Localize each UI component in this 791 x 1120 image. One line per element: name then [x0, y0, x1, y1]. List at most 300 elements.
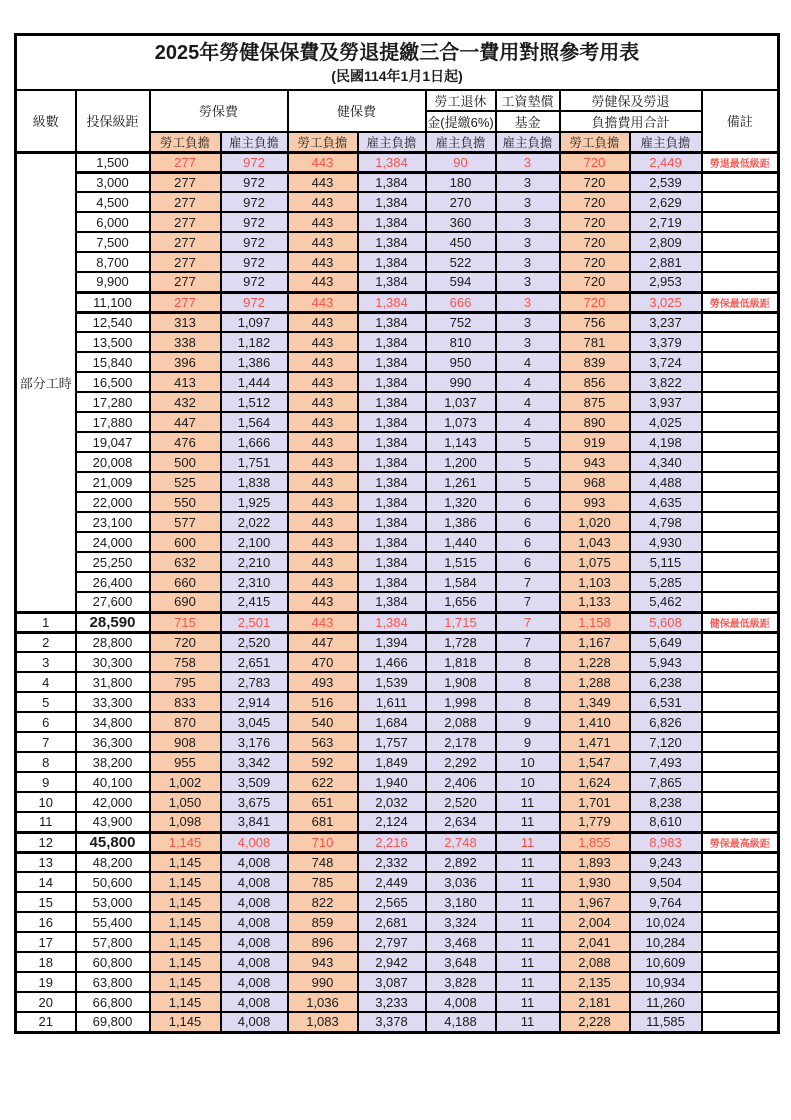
- value-cell: 4,008: [221, 892, 288, 912]
- table-row: [16, 712, 779, 732]
- value-cell: 5,115: [630, 552, 702, 572]
- note-cell: [702, 732, 779, 752]
- value-cell: 313: [150, 312, 221, 332]
- value-cell: 1,384: [358, 552, 426, 572]
- bracket-cell: 34,800: [76, 712, 150, 732]
- value-cell: 1,384: [358, 572, 426, 592]
- value-cell: 6: [496, 512, 560, 532]
- note-cell: [702, 332, 779, 352]
- value-cell: 3,379: [630, 332, 702, 352]
- note-cell: [702, 792, 779, 812]
- value-cell: 1,656: [426, 592, 496, 612]
- value-cell: 8: [496, 652, 560, 672]
- value-cell: 1,384: [358, 512, 426, 532]
- value-cell: 2,651: [221, 652, 288, 672]
- bracket-cell: 69,800: [76, 1012, 150, 1032]
- value-cell: 443: [288, 512, 358, 532]
- note-cell: [702, 452, 779, 472]
- value-cell: 1,818: [426, 652, 496, 672]
- bracket-cell: 8,700: [76, 252, 150, 272]
- col-header-total-line1: 勞健保及勞退: [560, 90, 702, 111]
- note-cell: [702, 812, 779, 832]
- value-cell: 500: [150, 452, 221, 472]
- value-cell: 277: [150, 192, 221, 212]
- note-cell: [702, 472, 779, 492]
- value-cell: 3,036: [426, 872, 496, 892]
- value-cell: 443: [288, 252, 358, 272]
- note-cell: 勞退最低級距: [702, 152, 779, 172]
- bracket-cell: 23,100: [76, 512, 150, 532]
- note-cell: [702, 952, 779, 972]
- value-cell: 443: [288, 492, 358, 512]
- value-cell: 6: [496, 492, 560, 512]
- note-cell: [702, 772, 779, 792]
- value-cell: 5: [496, 432, 560, 452]
- fee-table: [14, 33, 780, 1034]
- note-cell: [702, 912, 779, 932]
- value-cell: 470: [288, 652, 358, 672]
- col-header-level: 級數: [16, 90, 76, 153]
- value-cell: 522: [426, 252, 496, 272]
- value-cell: 1,564: [221, 412, 288, 432]
- value-cell: 4,008: [221, 872, 288, 892]
- value-cell: 1,145: [150, 892, 221, 912]
- value-cell: 856: [560, 372, 630, 392]
- bracket-cell: 38,200: [76, 752, 150, 772]
- bracket-cell: 24,000: [76, 532, 150, 552]
- value-cell: 1,384: [358, 372, 426, 392]
- value-cell: 4,340: [630, 452, 702, 472]
- value-cell: 3,822: [630, 372, 702, 392]
- value-cell: 7,120: [630, 732, 702, 752]
- value-cell: 2,953: [630, 272, 702, 292]
- value-cell: 1,261: [426, 472, 496, 492]
- value-cell: 3: [496, 252, 560, 272]
- value-cell: 493: [288, 672, 358, 692]
- value-cell: 1,666: [221, 432, 288, 452]
- note-cell: [702, 692, 779, 712]
- value-cell: 2,124: [358, 812, 426, 832]
- table-row: [16, 392, 779, 412]
- value-cell: 516: [288, 692, 358, 712]
- value-cell: 9: [496, 712, 560, 732]
- value-cell: 972: [221, 172, 288, 192]
- note-cell: [702, 592, 779, 612]
- value-cell: 781: [560, 332, 630, 352]
- value-cell: 277: [150, 292, 221, 312]
- value-cell: 2,181: [560, 992, 630, 1012]
- bracket-cell: 43,900: [76, 812, 150, 832]
- table-row: [16, 352, 779, 372]
- level-cell: 5: [16, 692, 76, 712]
- table-row: [16, 252, 779, 272]
- value-cell: 710: [288, 832, 358, 852]
- table-row: [16, 332, 779, 352]
- value-cell: 875: [560, 392, 630, 412]
- bracket-cell: 17,280: [76, 392, 150, 412]
- value-cell: 1,145: [150, 852, 221, 872]
- note-cell: 勞保最高級距: [702, 832, 779, 852]
- value-cell: 1,200: [426, 452, 496, 472]
- value-cell: 1,849: [358, 752, 426, 772]
- value-cell: 720: [560, 172, 630, 192]
- value-cell: 2,415: [221, 592, 288, 612]
- value-cell: 2,449: [358, 872, 426, 892]
- value-cell: 3: [496, 192, 560, 212]
- value-cell: 4: [496, 412, 560, 432]
- value-cell: 5,285: [630, 572, 702, 592]
- value-cell: 859: [288, 912, 358, 932]
- bracket-cell: 26,400: [76, 572, 150, 592]
- value-cell: 1,515: [426, 552, 496, 572]
- value-cell: 277: [150, 232, 221, 252]
- value-cell: 5: [496, 472, 560, 492]
- value-cell: 756: [560, 312, 630, 332]
- bracket-cell: 20,008: [76, 452, 150, 472]
- subheader-total-employer: 雇主負擔: [630, 132, 702, 153]
- value-cell: 7: [496, 612, 560, 632]
- note-cell: [702, 532, 779, 552]
- bracket-cell: 63,800: [76, 972, 150, 992]
- subheader-total-employee: 勞工負擔: [560, 132, 630, 153]
- value-cell: 6: [496, 552, 560, 572]
- value-cell: 1,838: [221, 472, 288, 492]
- value-cell: 972: [221, 232, 288, 252]
- value-cell: 476: [150, 432, 221, 452]
- note-cell: [702, 972, 779, 992]
- value-cell: 2,178: [426, 732, 496, 752]
- note-cell: [702, 632, 779, 652]
- value-cell: 3: [496, 172, 560, 192]
- bracket-cell: 4,500: [76, 192, 150, 212]
- table-row: [16, 752, 779, 772]
- value-cell: 11: [496, 932, 560, 952]
- bracket-cell: 16,500: [76, 372, 150, 392]
- table-row: [16, 292, 779, 312]
- bracket-cell: 19,047: [76, 432, 150, 452]
- value-cell: 1,349: [560, 692, 630, 712]
- table-body: [16, 152, 779, 1032]
- subheader-wage-fund-employer: 雇主負擔: [496, 132, 560, 153]
- value-cell: 1,103: [560, 572, 630, 592]
- value-cell: 4,188: [426, 1012, 496, 1032]
- value-cell: 4,008: [221, 972, 288, 992]
- value-cell: 577: [150, 512, 221, 532]
- table-row: [16, 892, 779, 912]
- value-cell: 1,145: [150, 1012, 221, 1032]
- value-cell: 594: [426, 272, 496, 292]
- table-row: [16, 312, 779, 332]
- value-cell: 443: [288, 472, 358, 492]
- value-cell: 7,865: [630, 772, 702, 792]
- value-cell: 1,384: [358, 212, 426, 232]
- table-row: [16, 532, 779, 552]
- table-row: [16, 652, 779, 672]
- value-cell: 450: [426, 232, 496, 252]
- table-row: [16, 872, 779, 892]
- level-cell: 14: [16, 872, 76, 892]
- value-cell: 2,041: [560, 932, 630, 952]
- value-cell: 972: [221, 192, 288, 212]
- value-cell: 1,145: [150, 952, 221, 972]
- value-cell: 525: [150, 472, 221, 492]
- value-cell: 972: [221, 272, 288, 292]
- value-cell: 277: [150, 252, 221, 272]
- value-cell: 8: [496, 672, 560, 692]
- value-cell: 443: [288, 372, 358, 392]
- value-cell: 2,022: [221, 512, 288, 532]
- value-cell: 1,384: [358, 152, 426, 172]
- note-cell: [702, 992, 779, 1012]
- value-cell: 1,611: [358, 692, 426, 712]
- value-cell: 443: [288, 172, 358, 192]
- value-cell: 3,828: [426, 972, 496, 992]
- value-cell: 3: [496, 232, 560, 252]
- table-row: [16, 932, 779, 952]
- value-cell: 592: [288, 752, 358, 772]
- value-cell: 2,892: [426, 852, 496, 872]
- value-cell: 666: [426, 292, 496, 312]
- value-cell: 4,008: [221, 1012, 288, 1032]
- table-row: [16, 552, 779, 572]
- value-cell: 1,182: [221, 332, 288, 352]
- bracket-cell: 28,590: [76, 612, 150, 632]
- value-cell: 1,471: [560, 732, 630, 752]
- note-cell: [702, 412, 779, 432]
- value-cell: 1,757: [358, 732, 426, 752]
- level-cell: 3: [16, 652, 76, 672]
- value-cell: 4,008: [221, 832, 288, 852]
- value-cell: 3: [496, 312, 560, 332]
- bracket-cell: 9,900: [76, 272, 150, 292]
- value-cell: 8,983: [630, 832, 702, 852]
- value-cell: 990: [426, 372, 496, 392]
- value-cell: 2,216: [358, 832, 426, 852]
- value-cell: 1,228: [560, 652, 630, 672]
- value-cell: 11: [496, 872, 560, 892]
- level-cell: 20: [16, 992, 76, 1012]
- value-cell: 2,520: [221, 632, 288, 652]
- value-cell: 2,449: [630, 152, 702, 172]
- value-cell: 839: [560, 352, 630, 372]
- value-cell: 2,088: [560, 952, 630, 972]
- table-row: [16, 632, 779, 652]
- value-cell: 443: [288, 452, 358, 472]
- level-cell: 部分工時: [16, 152, 76, 612]
- value-cell: 3,342: [221, 752, 288, 772]
- value-cell: 360: [426, 212, 496, 232]
- subheader-health-employer: 雇主負擔: [358, 132, 426, 153]
- note-cell: [702, 212, 779, 232]
- value-cell: 447: [150, 412, 221, 432]
- value-cell: 1,444: [221, 372, 288, 392]
- bracket-cell: 40,100: [76, 772, 150, 792]
- value-cell: 870: [150, 712, 221, 732]
- value-cell: 1,967: [560, 892, 630, 912]
- value-cell: 2,100: [221, 532, 288, 552]
- page-title: 2025年勞健保保費及勞退提繳三合一費用對照參考用表: [154, 42, 640, 65]
- note-cell: [702, 712, 779, 732]
- value-cell: 443: [288, 572, 358, 592]
- value-cell: 1,384: [358, 432, 426, 452]
- value-cell: 1,145: [150, 932, 221, 952]
- level-cell: 10: [16, 792, 76, 812]
- col-header-wage-fund-line2: 基金: [496, 111, 560, 132]
- subheader-labor-employee: 勞工負擔: [150, 132, 221, 153]
- value-cell: 5,649: [630, 632, 702, 652]
- value-cell: 9: [496, 732, 560, 752]
- value-cell: 338: [150, 332, 221, 352]
- value-cell: 277: [150, 272, 221, 292]
- value-cell: 1,384: [358, 452, 426, 472]
- value-cell: 950: [426, 352, 496, 372]
- value-cell: 3: [496, 292, 560, 312]
- bracket-cell: 13,500: [76, 332, 150, 352]
- value-cell: 10,609: [630, 952, 702, 972]
- table-row: [16, 612, 779, 632]
- value-cell: 720: [560, 292, 630, 312]
- value-cell: 443: [288, 232, 358, 252]
- bracket-cell: 31,800: [76, 672, 150, 692]
- col-header-pension-line1: 勞工退休: [426, 90, 496, 111]
- value-cell: 972: [221, 212, 288, 232]
- col-header-note: 備註: [702, 90, 779, 153]
- value-cell: 1,930: [560, 872, 630, 892]
- value-cell: 11: [496, 1012, 560, 1032]
- value-cell: 3: [496, 212, 560, 232]
- bracket-cell: 25,250: [76, 552, 150, 572]
- value-cell: 3,025: [630, 292, 702, 312]
- value-cell: 8: [496, 692, 560, 712]
- level-cell: 21: [16, 1012, 76, 1032]
- value-cell: 4,008: [426, 992, 496, 1012]
- value-cell: 5,462: [630, 592, 702, 612]
- value-cell: 7: [496, 572, 560, 592]
- value-cell: 990: [288, 972, 358, 992]
- value-cell: 413: [150, 372, 221, 392]
- note-cell: [702, 252, 779, 272]
- bracket-cell: 7,500: [76, 232, 150, 252]
- table-row: [16, 432, 779, 452]
- bracket-cell: 36,300: [76, 732, 150, 752]
- value-cell: 681: [288, 812, 358, 832]
- value-cell: 443: [288, 532, 358, 552]
- value-cell: 3,648: [426, 952, 496, 972]
- level-cell: 17: [16, 932, 76, 952]
- value-cell: 3,045: [221, 712, 288, 732]
- value-cell: 11: [496, 972, 560, 992]
- value-cell: 6,826: [630, 712, 702, 732]
- value-cell: 396: [150, 352, 221, 372]
- value-cell: 11: [496, 892, 560, 912]
- value-cell: 7,493: [630, 752, 702, 772]
- value-cell: 9,243: [630, 852, 702, 872]
- value-cell: 622: [288, 772, 358, 792]
- value-cell: 2,310: [221, 572, 288, 592]
- value-cell: 10: [496, 752, 560, 772]
- value-cell: 3: [496, 272, 560, 292]
- value-cell: 180: [426, 172, 496, 192]
- value-cell: 3,468: [426, 932, 496, 952]
- table-row: [16, 372, 779, 392]
- value-cell: 2,135: [560, 972, 630, 992]
- value-cell: 1,539: [358, 672, 426, 692]
- value-cell: 943: [288, 952, 358, 972]
- value-cell: 1,751: [221, 452, 288, 472]
- value-cell: 1,384: [358, 232, 426, 252]
- value-cell: 11: [496, 952, 560, 972]
- value-cell: 1,684: [358, 712, 426, 732]
- value-cell: 443: [288, 412, 358, 432]
- bracket-cell: 15,840: [76, 352, 150, 372]
- value-cell: 785: [288, 872, 358, 892]
- value-cell: 443: [288, 272, 358, 292]
- table-row: [16, 452, 779, 472]
- value-cell: 3,180: [426, 892, 496, 912]
- bracket-cell: 27,600: [76, 592, 150, 612]
- table-row: [16, 212, 779, 232]
- value-cell: 3: [496, 332, 560, 352]
- col-header-total-line2: 負擔費用合計: [560, 111, 702, 132]
- value-cell: 1,158: [560, 612, 630, 632]
- value-cell: 1,384: [358, 492, 426, 512]
- bracket-cell: 22,000: [76, 492, 150, 512]
- bracket-cell: 50,600: [76, 872, 150, 892]
- value-cell: 919: [560, 432, 630, 452]
- value-cell: 955: [150, 752, 221, 772]
- value-cell: 1,547: [560, 752, 630, 772]
- value-cell: 277: [150, 152, 221, 172]
- value-cell: 1,384: [358, 592, 426, 612]
- title-block: [16, 35, 779, 90]
- value-cell: 1,384: [358, 332, 426, 352]
- bracket-cell: 11,100: [76, 292, 150, 312]
- value-cell: 447: [288, 632, 358, 652]
- value-cell: 720: [560, 272, 630, 292]
- value-cell: 2,406: [426, 772, 496, 792]
- value-cell: 1,855: [560, 832, 630, 852]
- value-cell: 443: [288, 152, 358, 172]
- value-cell: 720: [560, 192, 630, 212]
- value-cell: 11,260: [630, 992, 702, 1012]
- note-cell: [702, 1012, 779, 1032]
- value-cell: 720: [560, 212, 630, 232]
- level-cell: 18: [16, 952, 76, 972]
- note-cell: [702, 392, 779, 412]
- value-cell: 8,238: [630, 792, 702, 812]
- value-cell: 563: [288, 732, 358, 752]
- value-cell: 540: [288, 712, 358, 732]
- value-cell: 7: [496, 632, 560, 652]
- value-cell: 4,008: [221, 912, 288, 932]
- value-cell: 1,715: [426, 612, 496, 632]
- value-cell: 11: [496, 912, 560, 932]
- value-cell: 3,324: [426, 912, 496, 932]
- value-cell: 11: [496, 812, 560, 832]
- table-row: [16, 412, 779, 432]
- value-cell: 432: [150, 392, 221, 412]
- note-cell: [702, 232, 779, 252]
- bracket-cell: 66,800: [76, 992, 150, 1012]
- value-cell: 1,145: [150, 972, 221, 992]
- value-cell: 443: [288, 432, 358, 452]
- value-cell: 1,384: [358, 412, 426, 432]
- value-cell: 443: [288, 392, 358, 412]
- value-cell: 1,384: [358, 392, 426, 412]
- value-cell: 1,624: [560, 772, 630, 792]
- note-cell: [702, 432, 779, 452]
- value-cell: 2,088: [426, 712, 496, 732]
